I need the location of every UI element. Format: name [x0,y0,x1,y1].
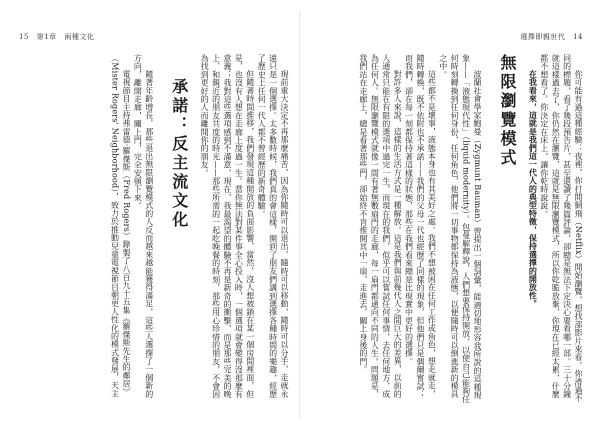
left-page-number: 15 [19,33,29,41]
right-paragraph-2: 這些都不是壞事，液態本身也有其美好之處。我們不想被困在任何工作或角色，想走就走，隨時轉換，既不依附也不承諾——我們的父母一代也經歷了同樣的現象，但他們只是偶爾嘗試；而我們，卻在每一刻都保持著這樣的狀態，那些在我們看來總是比現實中更好的選擇。 [404,54,437,399]
left-chapter-label: 第1章 [36,33,57,41]
right-section-heading: 無限瀏覽模式 [497,54,517,168]
right-running-header [520,32,588,42]
right-book-title: 選擇即親世代 [520,33,566,41]
left-body-text [18,54,290,404]
left-section-heading: 承諾：反主流文化 [169,78,189,230]
page-gutter [299,10,301,418]
left-paragraph-2: 但隨著時間推移，我們發現這種開放的負面影響，當然，沒人想被鎖在某一個房間裡面，但是，也沒有人想在走廊上度過一生。當你無法對某件事全心投入時，一個選項就會變得沒那麼有意義；我對這些選項感到不滿意，現在，我最渴望的體驗不再是新奇的衝擊，而是那些完美的晚上、和親近的朋友共度的時光——那些所需的一起吃晚餐的時刻，那些用心珍惜的朋友，不會因為找到更好的人而離開你的朋友。 [200,54,255,399]
left-paragraph-3: 隨著年齡增長，那些退出無限瀏覽模式的人反而越來越能獲得滿足，這些人選擇了一個新的方向，離開走廊，關上門，完全安頓下來。 [133,54,154,398]
left-running-header [14,32,99,42]
left-book-title: 兩種文化 [64,33,95,41]
right-paragraph-3: 對許多人來說，這樣的生活方式是一種解放。這是我們與前幾代人之間巨大的差異，以前的人通常只能在有限的選項中過完一生，而現在的我們，似乎可以嘗試任何事情，去任何地方，成為任何人。無限瀏覽模式就像一間有著無數扇門的走廊，每一扇門都通向不同的人生。問題是，我們站在走廊上，總是看著那些門，卻始終不肯推開其中一扇，走進去，關上身後的門。 [358,54,403,399]
left-paragraph-1: 現前重大決定不再那麼痛苦，因為你隨時可以退出，隨時可以移動，隨時可以分手，走就永遠只是一個選擇。太多數時候，我們真的會這樣，開到了朋友們講到選擇各種時間的樂趣，經歷了歷史上任何一代人都不曾經歷的新奇體驗。 [257,54,289,399]
right-body-text [316,54,584,404]
left-paragraph-4: 電視節目主持弗雷德·羅傑斯（Fred Rogers）錄製了八百九十五集《羅傑斯先生的鄰居》（Mister Rogers' Neighborhood），致力於推動兒童電視節目朝更人性化的模式發展，天主 [110,54,131,398]
left-page [4,14,300,414]
right-page [302,14,598,414]
right-intro-paragraph-2: 在我看來，這就是我們這一代人的典型特徵，保持選擇的開放性。 [528,70,539,308]
right-intro-paragraph-1: 你可能有過這種經驗：夜裡，你打開網飛（Netflix）開始瀏覽，想找部影片來看。你滑過不同的標題，看了幾段預告片，甚至還讀了幾篇評論，卻總是無法下定決心要看哪一部。三十分鐘就這樣過去了，你仍然在瀏覽，這就是無限瀏覽模式，所以你乾脆放棄，你現在已經太累，什麼都不想看了。你決定在床上，讓你乾時說說。 [539,54,583,403]
right-paragraph-1: 波蘭社會學家鮑曼（Zygmunt Bauman）曾提出一個詞彙，能適切地形容我所說的這種現象——「液態現代性」（liquid modernity）。包曼解釋說，人們想要保持開放，以使自己能夠任何時刻轉換到任何身份，任何角色，他們將一切事物都保持為液態，以便隨時可以倒進新的模具之中。 [438,54,482,404]
right-page-number: 14 [573,33,583,41]
